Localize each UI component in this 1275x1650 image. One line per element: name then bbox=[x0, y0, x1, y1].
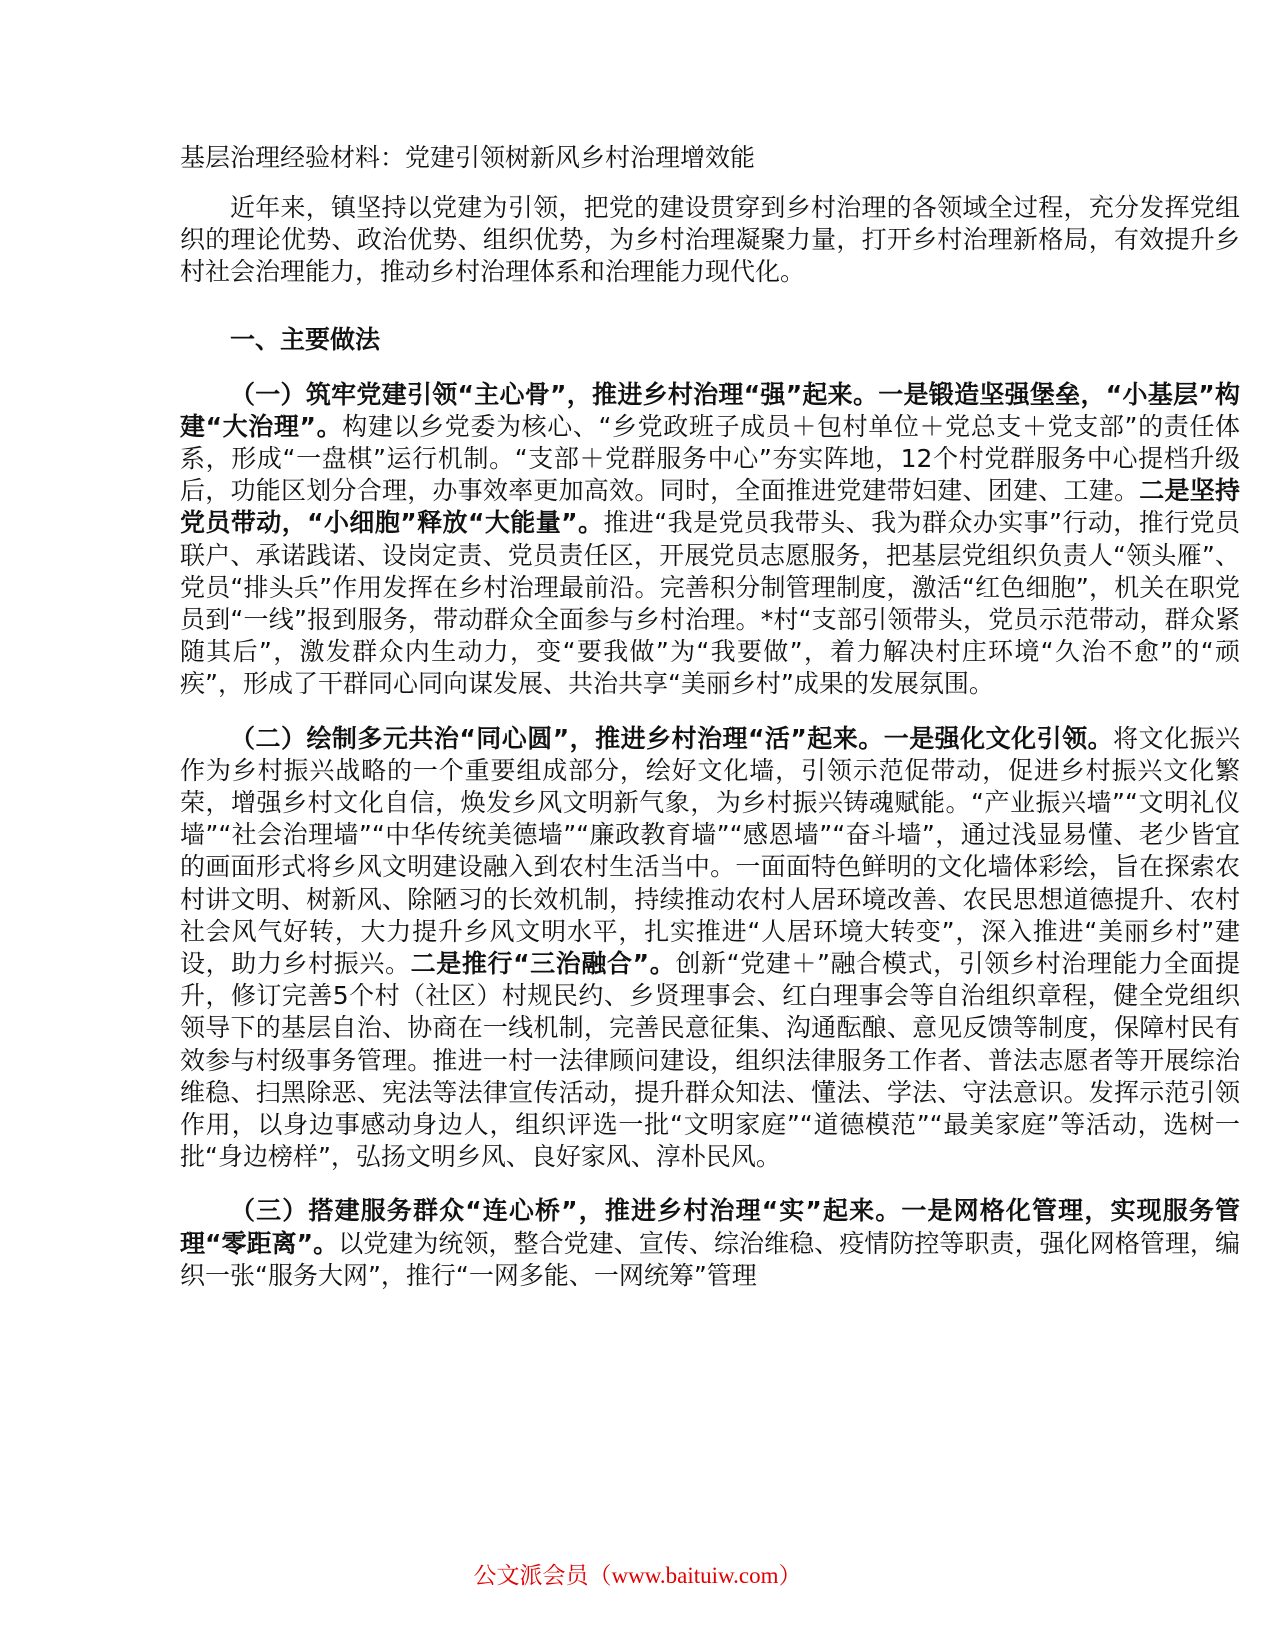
section-2-sublead: 二是推行“三治融合”。 bbox=[410, 949, 676, 979]
section-1-lead: （一）筑牢党建引领“主心骨”，推进乡村治理“强”起来。一是锻造坚强堡垒，“小基层”构建“大治理”。 bbox=[180, 379, 1240, 441]
section-3-lead: （三）搭建服务群众“连心桥”，推进乡村治理“实”起来。一是网格化管理，实现服务管理“零距离”。 bbox=[180, 1196, 1240, 1258]
section-1-sublead: 二是坚持党员带动，“小细胞”释放“大能量”。 bbox=[180, 476, 1240, 538]
document-title: 基层治理经验材料：党建引领树新风乡村治理增效能 bbox=[180, 143, 756, 172]
section-1-text: 构建以乡党委为核心、“乡党政班子成员＋包村单位＋党总支＋党支部”的责任体系，形成“一盘棋”运行机制。“支部＋党群服务中心”夯实阵地，12个村党群服务中心提档升级后，功能区划分合理，办事效率更加高效。同时，全面推进党建带妇建、团建、工建。 bbox=[180, 411, 1240, 506]
section-heading: 一、主要做法 bbox=[230, 324, 381, 354]
intro-paragraph: 近年来，镇坚持以党建为引领，把党的建设贯穿到乡村治理的各领域全过程，充分发挥党组织的理论优势、政治优势、组织优势，为乡村治理凝聚力量，打开乡村治理新格局，有效提升乡村社会治理能力，推动乡村治理体系和治理能力现代化。 bbox=[180, 193, 1240, 287]
section-1-text-2: 推进“我是党员我带头、我为群众办实事”行动，推行党员联户、承诺践诺、设岗定责、党员责任区，开展党员志愿服务，把基层党组织负责人“领头雁”、党员“排头兵”作用发挥在乡村治理最前沿。完善积分制管理制度，激活“红色细胞”，机关在职党员到“一线”报到服务，带动群众全面参与乡村治理。*村“支部引领带头，党员示范带动，群众紧随其后”，激发群众内生动力，变“要我做”为“我要做”，着力解决村庄环境“久治不愈”的“顽疾”，形成了干群同心同向谋发展、共治共享“美丽乡村”成果的发展氛围。 bbox=[180, 508, 1241, 699]
section-2-text-2: 创新“党建＋”融合模式，引领乡村治理能力全面提升，修订完善5个村（社区）村规民约、乡贤理事会、红白理事会等自治组织章程，健全党组织领导下的基层自治、协商在一线机制，完善民意征集、沟通酝酿、意见反馈等制度，保障村民有效参与村级事务管理。推进一村一法律顾问建设，组织法律服务工作者、普法志愿者等开展综治维稳、扫黑除恶、宪法等法律宣传活动，提升群众知法、懂法、学法、守法意识。发挥示范引领作用，以身边事感动身边人，组织评选一批“文明家庭”“道德模范”“最美家庭”等活动，选树一批“身边榜样”，弘扬文明乡风、良好家风、淳朴民风。 bbox=[180, 949, 1240, 1172]
section-1-paragraph bbox=[180, 379, 1240, 701]
footer-watermark bbox=[0, 1561, 1275, 1591]
section-2-text: 将文化振兴作为乡村振兴战略的一个重要组成部分，绘好文化墙，引领示范促带动，促进乡村振兴文化繁荣，增强乡村文化自信，焕发乡风文明新气象，为乡村振兴铸魂赋能。“产业振兴墙”“文明礼仪墙”“社会治理墙”“中华传统美德墙”“廉政教育墙”“感恩墙”“奋斗墙”，通过浅显易懂、老少皆宜的画面形式将乡风文明建设融入到农村生活当中。一面面特色鲜明的文化墙体彩绘，旨在探索农村讲文明、树新风、除陋习的长效机制，持续推动农村人居环境改善、农民思想道德提升、农村社会风气好转，大力提升乡风文明水平，扎实推进“人居环境大转变”，深入推进“美丽乡村”建设，助力乡村振兴。 bbox=[180, 723, 1240, 979]
section-3-text: 以党建为统领，整合党建、宣传、综治维稳、疫情防控等职责，强化网格管理，编织一张“服务大网”，推行“一网多能、一网统筹”管理 bbox=[180, 1228, 1240, 1290]
document-page bbox=[180, 138, 1240, 1314]
section-2-paragraph bbox=[180, 723, 1240, 1174]
footer-label: 公文派会员（ bbox=[473, 1563, 612, 1589]
footer-url[interactable]: www.baituiw.com bbox=[611, 1563, 779, 1588]
footer-close: ） bbox=[778, 1563, 802, 1589]
section-3-paragraph bbox=[180, 1195, 1240, 1292]
section-2-lead: （二）绘制多元共治“同心圆”，推进乡村治理“活”起来。一是强化文化引领。 bbox=[230, 723, 1114, 753]
